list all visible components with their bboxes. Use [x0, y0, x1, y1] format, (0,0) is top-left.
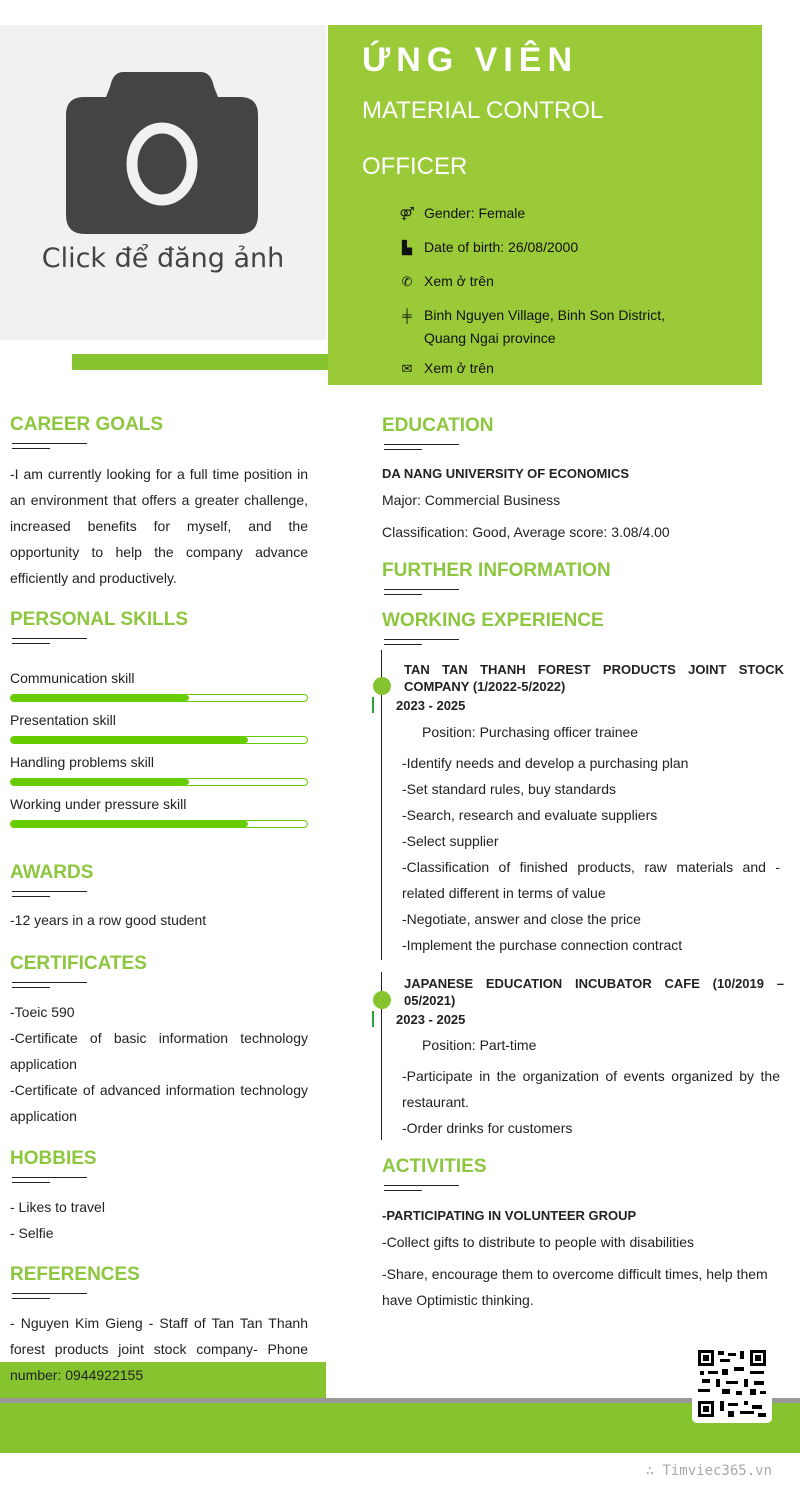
skill-name: Presentation skill — [10, 712, 116, 728]
section-title-certificates: CERTIFICATES — [10, 953, 147, 975]
duty-item: -Order drinks for customers — [402, 1120, 573, 1136]
timeline-dot — [373, 677, 391, 695]
section-title-career: CAREER GOALS — [10, 414, 163, 436]
duty-item: -Set standard rules, buy standards — [402, 781, 617, 797]
skill-bar — [10, 778, 308, 786]
section-title-education: EDUCATION — [382, 415, 494, 437]
section-title-further: FURTHER INFORMATION — [382, 560, 611, 582]
qr-code-icon[interactable] — [692, 1345, 772, 1423]
info-email: ✉ Xem ở trên — [398, 357, 494, 380]
certificate-item: -Toeic 590 — [10, 1004, 75, 1020]
section-title-hobbies: HOBBIES — [10, 1148, 97, 1170]
info-gender: ⚤ Gender: Female — [398, 202, 525, 225]
duty-item: -Search, research and evaluate suppliers — [402, 807, 658, 823]
timeline-tick — [372, 697, 374, 713]
job-years: 2023 - 2025 — [396, 1012, 466, 1027]
job-duties — [402, 1063, 780, 1141]
duty-item: -Implement the purchase connection contract — [402, 937, 683, 953]
job-position: Position: Part-time — [422, 1037, 537, 1053]
job-duties — [402, 750, 780, 958]
info-dob: ▙ Date of birth: 26/08/2000 — [398, 236, 578, 259]
career-text: -I am currently looking for a full time position in an environment that offers a greater challenge, increased benefits for myself, and the opportunity to help the company advance efficiently and productively. — [10, 466, 308, 586]
info-address: ╪ Binh Nguyen Village, Binh Son District, Quang Ngai province — [398, 304, 698, 350]
skill-name: Handling problems skill — [10, 754, 154, 770]
section-title-references: REFERENCES — [10, 1264, 140, 1286]
hobby-item: - Likes to travel — [10, 1199, 105, 1215]
activity-list — [382, 1229, 780, 1313]
email-icon: ✉ — [401, 361, 413, 376]
award-item: -12 years in a row good student — [10, 912, 207, 928]
info-phone: ✆ Xem ở trên — [398, 270, 494, 293]
activity-item: -Share, encourage them to overcome difficult times, help them have Optimistic thinking. — [382, 1266, 768, 1308]
references-text: - Nguyen Kim Gieng - Staff of Tan Tan Thanh forest products joint stock company- Phone number: 0944922155 — [10, 1315, 308, 1383]
section-title-experience: WORKING EXPERIENCE — [382, 610, 604, 632]
footer-brand[interactable]: ∴ Timviec365.vn — [645, 1463, 772, 1479]
activity-heading: -PARTICIPATING IN VOLUNTEER GROUP — [382, 1208, 637, 1223]
skill-bar — [10, 820, 308, 828]
decorative-bar — [72, 354, 328, 370]
camera-icon[interactable] — [66, 72, 258, 234]
duty-item: -Select supplier — [402, 833, 499, 849]
certificate-list — [10, 999, 308, 1129]
duty-item: -Negotiate, answer and close the price — [402, 911, 641, 927]
section-title-skills: PERSONAL SKILLS — [10, 609, 188, 631]
position-title: MATERIAL CONTROL — [362, 97, 604, 124]
education-major: Major: Commercial Business — [382, 492, 561, 508]
section-title-awards: AWARDS — [10, 862, 93, 884]
photo-upload-label[interactable]: Click để đăng ảnh — [41, 243, 285, 274]
certificate-item: -Certificate of advanced information technology application — [10, 1082, 308, 1124]
duty-item: -Classification of finished products, raw materials and -related different in terms of value — [402, 859, 780, 901]
skill-bar — [10, 694, 308, 702]
gender-icon: ⚤ — [399, 206, 415, 221]
candidate-name: ỨNG VIÊN — [362, 41, 579, 79]
education-classification: Classification: Good, Average score: 3.08/4.00 — [382, 524, 670, 540]
footer-band — [0, 1403, 800, 1453]
hobby-item: - Selfie — [10, 1225, 54, 1241]
skill-bar — [10, 736, 308, 744]
duty-item: -Identify needs and develop a purchasing plan — [402, 755, 689, 771]
signpost-icon: ╪ — [402, 308, 412, 323]
skill-name: Communication skill — [10, 670, 135, 686]
timeline-tick — [372, 1011, 374, 1027]
job-position: Position: Purchasing officer trainee — [422, 724, 639, 740]
hobby-list — [10, 1194, 105, 1246]
duty-item: -Participate in the organization of events organized by the restaurant. — [402, 1068, 780, 1110]
company-name: JAPANESE EDUCATION INCUBATOR CAFE (10/2019 – 05/2021) — [404, 976, 784, 1008]
company-name: TAN TAN THANH FOREST PRODUCTS JOINT STOCK COMPANY (1/2022-5/2022) — [404, 662, 784, 694]
header-panel — [328, 25, 762, 385]
school-name: DA NANG UNIVERSITY OF ECONOMICS — [382, 466, 630, 481]
timeline-line — [381, 650, 382, 960]
birthday-cake-icon: ▙ — [402, 240, 412, 255]
section-title-activities: ACTIVITIES — [382, 1156, 487, 1178]
phone-icon: ✆ — [401, 274, 413, 289]
certificate-item: -Certificate of basic information technology application — [10, 1030, 308, 1072]
job-years: 2023 - 2025 — [396, 698, 466, 713]
position-title-2: OFFICER — [362, 153, 468, 180]
activity-item: -Collect gifts to distribute to people with disabilities — [382, 1234, 695, 1250]
timeline-dot — [373, 991, 391, 1009]
skill-name: Working under pressure skill — [10, 796, 187, 812]
